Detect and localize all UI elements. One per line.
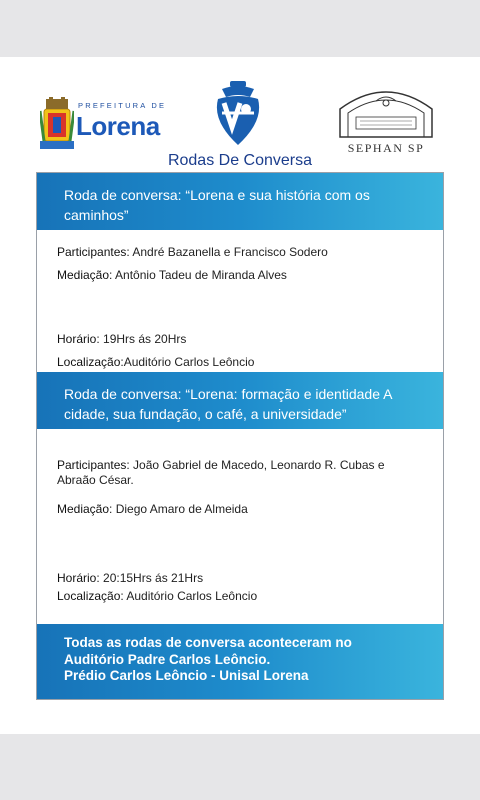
sephan-building-icon [336,79,436,141]
time-label: Horário [57,571,97,585]
time-value: : 19Hrs ás 20Hrs [96,332,187,346]
participants-value: : João Gabriel de Macedo, Leonardo R. Cubas e Abraão César. [57,458,385,487]
participants-label: Participantes [57,458,127,472]
unisal-logo [210,81,266,149]
location-label: Localização [57,589,121,603]
flyer-page [0,57,480,734]
page-title: Rodas De Conversa [167,152,313,169]
session-2-time [57,571,417,586]
sephan-logo [336,79,436,155]
footer-note [37,624,443,700]
footer-line-1: Todas as rodas de conversa aconteceram no Auditório Padre Carlos Leôncio. [64,635,352,667]
schedule-card [36,172,444,700]
location-value: :Auditório Carlos Leôncio [120,355,255,369]
unisal-emblem-icon [210,81,266,149]
mediation-label: Mediação [57,268,110,282]
participants-value: : André Bazanella e Francisco Sodero [126,245,328,259]
mediation-label: Mediação [57,502,110,516]
session-1-mediation [57,268,417,283]
mediation-value: : Diego Amaro de Almeida [109,502,248,516]
session-1-participants [57,245,417,260]
coat-of-arms-icon [40,97,74,153]
time-value: : 20:15Hrs ás 21Hrs [96,571,204,585]
session-2-mediation [57,502,417,517]
logo-lorena-label: Lorena [76,111,160,141]
footer-line-2: Prédio Carlos Leôncio - Unisal Lorena [64,668,309,683]
time-label: Horário [57,332,97,346]
session-2-title: Roda de conversa: “Lorena: formação e identidade A cidade, sua fundação, o café, a universidade” [37,372,443,429]
mediation-value: : Antônio Tadeu de Miranda Alves [109,268,287,282]
sephan-label: SEPHAN SP [347,141,425,155]
location-label: Localização [57,355,121,369]
prefeitura-lorena-logo [40,97,168,153]
session-1-title: Roda de conversa: “Lorena e sua história com os caminhos” [37,173,443,230]
logo-prefeitura-label: PREFEITURA DE [78,101,167,110]
session-2-participants [57,458,417,488]
session-2-location [57,589,417,604]
session-1-location [57,355,417,370]
session-1-time [57,332,417,347]
participants-label: Participantes [57,245,127,259]
location-value: : Auditório Carlos Leôncio [120,589,258,603]
